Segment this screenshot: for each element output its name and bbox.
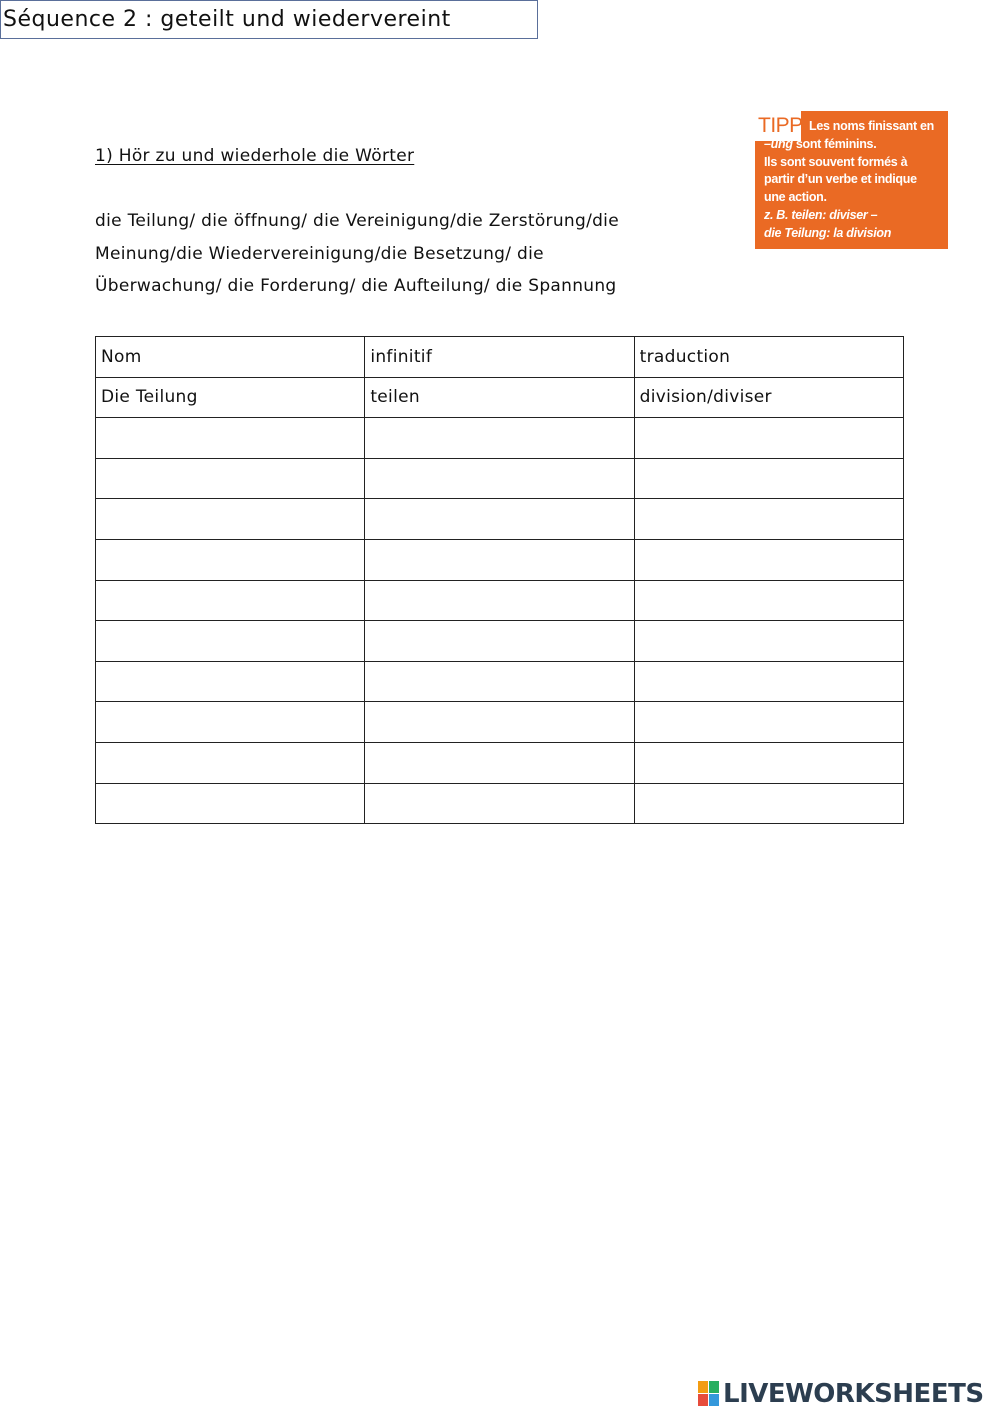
table-row xyxy=(96,499,904,540)
answer-cell[interactable] xyxy=(365,661,634,702)
answer-cell[interactable] xyxy=(365,580,634,621)
table-row xyxy=(96,580,904,621)
tip-line: une action. xyxy=(764,190,827,205)
answer-cell[interactable] xyxy=(96,418,365,459)
tip-suffix: –ung xyxy=(764,136,793,151)
answer-cell[interactable] xyxy=(634,702,903,743)
answer-cell[interactable] xyxy=(96,539,365,580)
answer-cell[interactable] xyxy=(96,621,365,662)
logo-square xyxy=(709,1381,719,1393)
answer-cell[interactable] xyxy=(96,499,365,540)
tip-line: partir d’un verbe et indique xyxy=(764,172,917,187)
logo-square xyxy=(698,1381,708,1393)
table-cell: Die Teilung xyxy=(96,377,365,418)
vocabulary-table xyxy=(95,336,904,824)
word-list-line: Überwachung/ die Forderung/ die Aufteilung/ die Spannung xyxy=(95,276,617,296)
answer-cell[interactable] xyxy=(634,661,903,702)
table-row xyxy=(96,621,904,662)
answer-cell[interactable] xyxy=(365,418,634,459)
word-list-line: die Teilung/ die öffnung/ die Vereinigung/die Zerstörung/die xyxy=(95,211,619,231)
answer-cell[interactable] xyxy=(365,458,634,499)
liveworksheets-logo xyxy=(698,1378,984,1410)
header-cell-infinitif: infinitif xyxy=(365,337,634,378)
table-row xyxy=(96,783,904,824)
page-title: Séquence 2 : geteilt und wiedervereint xyxy=(0,0,538,39)
table-cell: division/diviser xyxy=(634,377,903,418)
answer-cell[interactable] xyxy=(96,580,365,621)
answer-cell[interactable] xyxy=(96,458,365,499)
answer-cell[interactable] xyxy=(634,783,903,824)
table-row xyxy=(96,702,904,743)
logo-text: LIVEWORKSHEETS xyxy=(723,1379,984,1409)
tip-line xyxy=(764,136,948,154)
tip-line: Les noms finissant en xyxy=(809,119,934,133)
tip-line-rest: sont féminins. xyxy=(792,136,877,151)
tip-example: z. B. teilen: diviser – xyxy=(764,207,878,222)
word-list xyxy=(95,205,715,303)
header-cell-nom: Nom xyxy=(96,337,365,378)
answer-cell[interactable] xyxy=(96,702,365,743)
answer-cell[interactable] xyxy=(365,621,634,662)
answer-cell[interactable] xyxy=(96,742,365,783)
answer-cell[interactable] xyxy=(96,783,365,824)
answer-cell[interactable] xyxy=(634,499,903,540)
table-row xyxy=(96,418,904,459)
answer-cell[interactable] xyxy=(365,783,634,824)
exercise-title: 1) Hör zu und wiederhole die Wörter xyxy=(95,146,415,166)
logo-square xyxy=(698,1394,708,1406)
tip-line: Ils sont souvent formés à xyxy=(764,154,908,169)
word-list-line: Meinung/die Wiedervereinigung/die Besetzung/ die xyxy=(95,243,544,264)
table-row xyxy=(96,458,904,499)
answer-cell[interactable] xyxy=(634,539,903,580)
answer-cell[interactable] xyxy=(365,702,634,743)
answer-cell[interactable] xyxy=(634,742,903,783)
answer-cell[interactable] xyxy=(96,661,365,702)
logo-square xyxy=(709,1394,719,1406)
tip-label: TIPP xyxy=(755,111,801,141)
answer-cell[interactable] xyxy=(365,499,634,540)
tip-text xyxy=(764,118,948,243)
answer-cell[interactable] xyxy=(634,580,903,621)
table-cell: teilen xyxy=(365,377,634,418)
answer-cell[interactable] xyxy=(365,742,634,783)
tip-example: die Teilung: la division xyxy=(764,225,892,240)
answer-cell[interactable] xyxy=(365,539,634,580)
table-row xyxy=(96,742,904,783)
tip-box xyxy=(755,111,948,249)
logo-mark-icon xyxy=(698,1381,720,1407)
answer-cell[interactable] xyxy=(634,418,903,459)
header-cell-traduction: traduction xyxy=(634,337,903,378)
answer-cell[interactable] xyxy=(634,621,903,662)
table-row xyxy=(96,377,904,418)
answer-cell[interactable] xyxy=(634,458,903,499)
table-row xyxy=(96,539,904,580)
table-row xyxy=(96,661,904,702)
table-header-row xyxy=(96,337,904,378)
